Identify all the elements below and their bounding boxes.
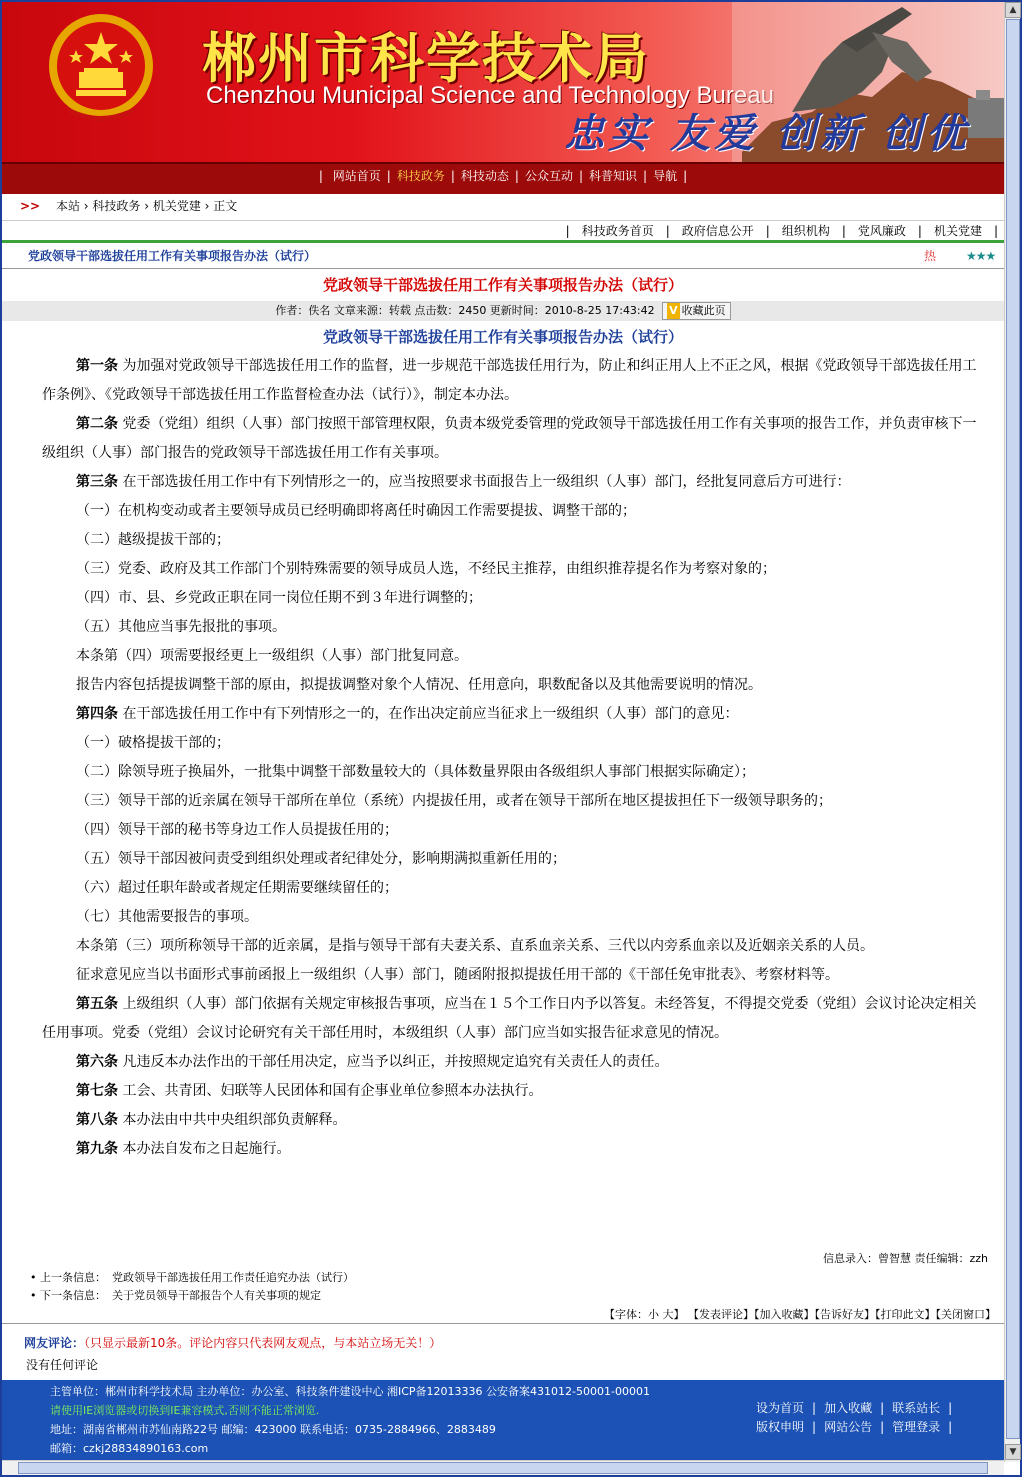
subnav-item[interactable]: 组织机构 [781, 224, 830, 238]
article-paragraph-text: 报告内容包括提拔调整干部的原由，拟提拔调整对象个人情况、任用意向，职数配备以及其他需要说明的情况。 [76, 677, 762, 693]
nav-separator: | [386, 169, 391, 183]
footer-link[interactable]: 设为首页 [756, 1401, 805, 1415]
article-clause-number: 第六条 [76, 1054, 118, 1070]
article-paragraph [42, 584, 988, 613]
breadcrumb-item[interactable]: 科技政务 [92, 199, 141, 213]
article-paragraph [42, 1135, 988, 1164]
scroll-thumb[interactable] [1006, 19, 1020, 1439]
next-link-row: • 下一条信息： 关于党员领导干部报告个人有关事项的规定 [30, 1289, 321, 1302]
article-paragraph [42, 990, 988, 1048]
site-slogan: 忠实 友爱 创新 创优 [564, 111, 970, 157]
article-tool-link[interactable]: 【加入收藏】 [754, 1308, 815, 1321]
article-paragraph-text: （三）党委、政府及其工作部门个别特殊需要的领导成员人选，不经民主推荐，由组织推荐提名作为考察对象的； [76, 561, 776, 577]
nav-item[interactable]: 公众互动 [524, 169, 573, 183]
subnav-separator: | [993, 224, 998, 238]
favorite-label: 收藏此页 [681, 304, 726, 317]
article-paragraph [42, 1077, 988, 1106]
site-title-cn: 郴州市科学技术局 [202, 27, 650, 90]
article-paragraph [42, 613, 988, 642]
article-paragraph [42, 903, 988, 932]
article-paragraph-text: （六）超过任职年龄或者规定任期需要继续留任的； [76, 880, 398, 896]
footer-link-separator: | [948, 1420, 953, 1434]
footer-links [752, 1399, 956, 1437]
font-size-label: 【字体： [604, 1308, 648, 1321]
footer-link-separator: | [880, 1401, 885, 1415]
article-clause-number: 第九条 [76, 1141, 118, 1157]
subnav-item[interactable]: 党风廉政 [857, 224, 906, 238]
breadcrumb-separator: › [79, 199, 93, 213]
article-paragraph [42, 874, 988, 903]
footer-link-separator: | [812, 1401, 817, 1415]
article-paragraph [42, 1106, 988, 1135]
footer-link[interactable]: 加入收藏 [824, 1401, 873, 1415]
footer-link[interactable]: 管理登录 [892, 1420, 941, 1434]
breadcrumb-arrow-icon: >> [20, 199, 41, 213]
article-paragraph [42, 700, 988, 729]
favorite-button[interactable] [662, 302, 731, 320]
article-paragraph [42, 961, 988, 990]
comments-empty: 没有任何评论 [26, 1358, 99, 1372]
footer-line-1: 主管单位：郴州市科学技术局 主办单位：办公室、科技条件建设中心 湘ICP备12013336 公安备案431012-50001-00001 [50, 1385, 650, 1398]
font-size-close: 】 [673, 1308, 685, 1321]
article-paragraph-text: （五）领导干部因被问责受到组织处理或者纪律处分，影响期满拟重新任用的； [76, 851, 566, 867]
hot-badge: 热 [924, 249, 937, 263]
footer-info [50, 1382, 650, 1458]
footer-link-separator: | [948, 1401, 953, 1415]
article-clause-number: 第一条 [76, 358, 118, 374]
subnav-item[interactable]: 机关党建 [933, 224, 982, 238]
footer-link-separator: | [880, 1420, 885, 1434]
article-paragraph-text: 党委（党组）组织（人事）部门按照干部管理权限，负责本级党委管理的党政领导干部选拔任用工作有关事项的报告工作，并负责审核下一级组织（人事）部门报告的党政领导干部选拔任用工作有关事项。 [42, 416, 977, 461]
nav-separator: | [450, 169, 455, 183]
article-paragraph [42, 497, 988, 526]
font-small-link[interactable]: 小 [648, 1308, 659, 1321]
sub-nav [2, 220, 1004, 240]
article-clause-number: 第四条 [76, 706, 118, 722]
article-paragraph-text: （四）市、县、乡党政正职在同一岗位任期不到３年进行调整的； [76, 590, 482, 606]
nav-item[interactable]: 导航 [653, 169, 678, 183]
article-paragraph-text: （五）其他应当事先报批的事项。 [76, 619, 286, 635]
site-title-en: Chenzhou Municipal Science and Technology Bureau [206, 82, 774, 109]
breadcrumb-item[interactable]: 本站 [55, 199, 80, 213]
horizontal-scrollbar[interactable] [2, 1460, 1004, 1475]
article-paragraph-text: 本办法由中共中央组织部负责解释。 [118, 1112, 347, 1128]
article-tools [2, 1306, 1004, 1324]
footer-browser-notice: 请使用IE浏览器或切换到IE兼容模式,否则不能正常浏览. [50, 1404, 320, 1417]
footer-address: 地址：湖南省郴州市苏仙南路22号 邮编：423000 联系电话：0735-2884966、2883489 [50, 1423, 496, 1436]
breadcrumb-separator: › [140, 199, 153, 213]
breadcrumb-separator: › [200, 199, 214, 213]
subnav-separator: | [765, 224, 770, 238]
nav-separator: | [683, 169, 688, 183]
article-paragraph [42, 758, 988, 787]
article-paragraph [42, 729, 988, 758]
article-paragraph-text: 本条第（三）项所称领导干部的近亲属，是指与领导干部有夫妻关系、直系血亲关系、三代以内旁系血亲以及近姻亲关系的人员。 [76, 938, 874, 954]
article-tool-link[interactable]: 【关闭窗口】 [935, 1308, 996, 1321]
article-paragraph-text: 征求意见应当以书面形式事前函报上一级组织（人事）部门，随函附报拟提拔任用干部的《干部任免审批表》、考察材料等。 [76, 967, 839, 983]
footer-links-row [752, 1399, 956, 1418]
article-paragraph-text: （一）破格提拔干部的； [76, 735, 230, 751]
comments-header [24, 1334, 441, 1351]
site-footer [2, 1380, 1004, 1460]
article-clause-number: 第五条 [76, 996, 118, 1012]
subnav-item[interactable]: 科技政务首页 [581, 224, 654, 238]
article-paragraph [42, 932, 988, 961]
article-paragraph [42, 468, 988, 497]
article-editor-info: 信息录入：曾智慧 责任编辑：zzh [822, 1252, 988, 1265]
article-paragraph [42, 352, 988, 410]
article-tool-link[interactable]: 【告诉好友】 [814, 1308, 875, 1321]
article-tool-link[interactable]: 【发表评论】 [688, 1308, 754, 1321]
subnav-separator: | [665, 224, 670, 238]
nav-item[interactable]: 网站首页 [332, 169, 381, 183]
article-paragraph-text: 凡违反本办法作出的干部任用决定，应当予以纠正，并按照规定追究有关责任人的责任。 [118, 1054, 669, 1070]
subnav-separator: | [917, 224, 922, 238]
article-paragraph-text: （四）领导干部的秘书等身边工作人员提拔任用的； [76, 822, 398, 838]
article-meta-text: 作者：佚名 文章来源：转载 点击数：2450 更新时间：2010-8-25 17:43:42 [275, 304, 655, 317]
rating-stars-icon: ★★★ [966, 249, 996, 263]
article-paragraph-text: （二）越级提拔干部的； [76, 532, 230, 548]
site-banner [2, 2, 1004, 162]
prev-link[interactable]: 党政领导干部选拔任用工作责任追究办法（试行） [112, 1271, 354, 1284]
article-paragraph-text: 本条第（四）项需要报经更上一级组织（人事）部门批复同意。 [76, 648, 468, 664]
nav-separator: | [578, 169, 583, 183]
main-nav: | 网站首页 | 科技政务 | 科技动态 | 公众互动 | 科普知识 | 导航 | [2, 162, 1004, 194]
breadcrumb [2, 196, 1004, 216]
scroll-down-icon[interactable]: ▼ [1005, 1444, 1021, 1460]
footer-link-separator: | [812, 1420, 817, 1434]
comments-note: （只显示最新10条。评论内容只代表网友观点，与本站立场无关！） [84, 1336, 442, 1350]
article-paragraph-text: （三）领导干部的近亲属在领导干部所在单位（系统）内提拔任用，或者在领导干部所在地区提拔担任下一级领导职务的； [76, 793, 832, 809]
prev-link-row: • 上一条信息： 党政领导干部选拔任用工作责任追究办法（试行） [30, 1271, 354, 1284]
article-paragraph [42, 410, 988, 468]
article-content [42, 352, 988, 1164]
next-label: 下一条信息： [40, 1289, 106, 1302]
article-paragraph-text: （七）其他需要报告的事项。 [76, 909, 258, 925]
next-link[interactable]: 关于党员领导干部报告个人有关事项的规定 [112, 1289, 321, 1302]
article-paragraph [42, 1048, 988, 1077]
article-paragraph-text: 为加强对党政领导干部选拔任用工作的监督，进一步规范干部选拔任用行为，防止和纠正用人上不正之风，根据《党政领导干部选拔任用工作条例》、《党政领导干部选拔任用工作监督检查办法（试行）》，制定本办法。 [42, 358, 977, 403]
article-title: 党政领导干部选拔任用工作有关事项报告办法（试行） [322, 276, 683, 294]
article-paragraph [42, 671, 988, 700]
favorite-icon: V [669, 304, 678, 317]
article-title-bar [2, 243, 1004, 269]
article-paragraph [42, 845, 988, 874]
article-paragraph-text: 上级组织（人事）部门依据有关规定审核报告事项，应当在１５个工作日内予以答复。未经答复，不得提交党委（党组）会议讨论决定相关任用事项。党委（党组）会议讨论研究有关干部任用时，本级组织（人事）部门应当如实报告征求意见的情况。 [42, 996, 977, 1041]
footer-email: 邮箱：czkj28834890163.com [50, 1442, 209, 1455]
hscroll-thumb[interactable] [18, 1462, 988, 1474]
subnav-item[interactable]: 政府信息公开 [681, 224, 754, 238]
footer-link[interactable]: 联系站长 [892, 1401, 941, 1415]
scroll-up-icon[interactable]: ▲ [1005, 2, 1021, 18]
nav-separator: | [643, 169, 648, 183]
article-paragraph [42, 526, 988, 555]
article-body-title: 党政领导干部选拔任用工作有关事项报告办法（试行） [322, 328, 683, 346]
article-paragraph [42, 642, 988, 671]
article-paragraph-text: （二）除领导班子换届外，一批集中调整干部数量较大的（具体数量界限由各级组织人事部门根据实际确定）； [76, 764, 755, 780]
title-bar-text: 党政领导干部选拔任用工作有关事项报告办法（试行） [28, 249, 317, 263]
nav-separator: | [514, 169, 519, 183]
breadcrumb-item[interactable]: 机关党建 [152, 199, 201, 213]
prev-label: 上一条信息： [40, 1271, 106, 1284]
article-clause-number: 第七条 [76, 1083, 118, 1099]
subnav-separator: | [841, 224, 846, 238]
article-paragraph-text: （一）在机构变动或者主要领导成员已经明确即将离任时确因工作需要提拔、调整干部的； [76, 503, 636, 519]
national-emblem-icon [46, 10, 156, 126]
breadcrumb-item: 正文 [213, 199, 238, 213]
article-paragraph-text: 工会、共青团、妇联等人民团体和国有企事业单位参照本办法执行。 [118, 1083, 543, 1099]
article-clause-number: 第二条 [76, 416, 118, 432]
article-paragraph-text: 在干部选拔任用工作中有下列情形之一的，应当按照要求书面报告上一级组织（人事）部门，经批复同意后方可进行： [118, 474, 851, 490]
footer-link[interactable]: 版权申明 [756, 1420, 805, 1434]
subnav-separator: | [565, 224, 570, 238]
article-tool-link[interactable]: 【打印此文】 [875, 1308, 936, 1321]
nav-item[interactable]: 科技政务 [396, 169, 445, 183]
article-paragraph [42, 787, 988, 816]
footer-links-row [752, 1418, 956, 1437]
article-clause-number: 第八条 [76, 1112, 118, 1128]
article-clause-number: 第三条 [76, 474, 118, 490]
article-paragraph [42, 816, 988, 845]
article-meta [2, 301, 1004, 321]
footer-link[interactable]: 网站公告 [824, 1420, 873, 1434]
article-paragraph-text: 在干部选拔任用工作中有下列情形之一的，在作出决定前应当征求上一级组织（人事）部门的意见： [118, 706, 739, 722]
nav-item[interactable]: 科技动态 [460, 169, 509, 183]
font-big-link[interactable]: 大 [662, 1308, 674, 1321]
comments-label: 网友评论： [24, 1336, 85, 1350]
article-paragraph-text: 本办法自发布之日起施行。 [118, 1141, 291, 1157]
article-paragraph [42, 555, 988, 584]
prev-next-links [30, 1269, 354, 1305]
vertical-scrollbar[interactable] [1004, 2, 1020, 1462]
nav-item[interactable]: 科普知识 [589, 169, 638, 183]
